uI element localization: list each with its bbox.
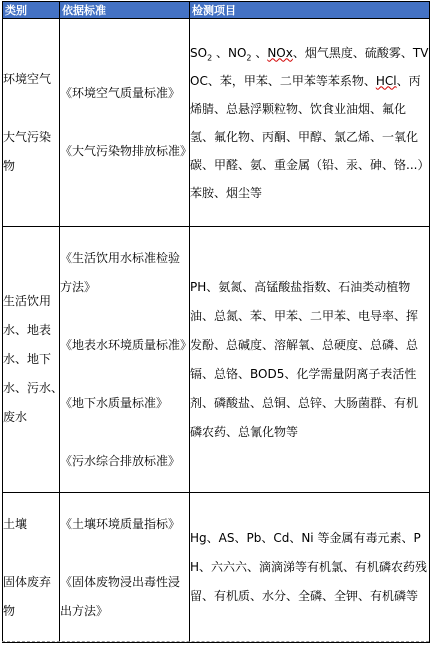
standard-line: 《土壤环境质量指标》	[60, 516, 181, 531]
items-text: 、丙烯腈、总悬浮颗粒物、饮食业油烟、氟化氢、氟化物、丙酮、甲醇、氯乙烯、一氧化碳、甲醛、氨、重金属（铅、汞、砷、铬...）苯胺、烟尘等	[190, 73, 424, 200]
standard-line: 《环境空气质量标准》	[60, 86, 181, 100]
category-line: 水、污水、	[3, 381, 64, 395]
nox-text: NOx	[267, 45, 293, 60]
category-line: 物	[3, 158, 16, 173]
category-line: 生活饮用	[3, 294, 52, 308]
table-row	[3, 493, 430, 643]
items-cell	[190, 227, 430, 493]
standard-line: 《地表水环境质量标准》	[60, 337, 193, 352]
items-text: Hg、AS、Pb、Cd、Ni 等金属有毒元素、PH、六六六、滴滴涕等有机氯、有机磷农药残留、有机质、水分、全磷、全钾、有机磷等	[190, 531, 428, 603]
monitoring-standards-table	[2, 1, 430, 643]
items-cell	[190, 19, 430, 227]
category-cell	[3, 227, 64, 493]
items-text: 、	[251, 45, 268, 60]
category-line: 水、地下	[3, 352, 52, 366]
header-category: 类别	[3, 2, 60, 19]
items-text: PH、氨氮、高锰酸盐指数、石油类动植物油、总氮、苯、甲苯、二甲苯、电导率、挥发酚、总碱度、溶解氧、总硬度、总磷、总镉、总铬、BOD5、化学需量阴离子表活性剂、磷酸盐、总铜、总锌、大肠菌群、有机磷农药、总氰化物等	[190, 279, 419, 439]
items-cell	[190, 493, 430, 643]
page-bottom-edge	[2, 641, 429, 647]
standard-line: 《大气污染物排放标准》	[60, 144, 193, 158]
standard-cell	[60, 227, 193, 493]
so2-subscript: 2	[207, 52, 213, 62]
standard-line: 《污水综合排放标准》	[60, 453, 181, 468]
category-line: 废水	[3, 410, 28, 424]
category-line: 大气污染	[3, 129, 52, 144]
category-cell	[3, 19, 60, 227]
category-line: 固体废弃	[3, 574, 52, 589]
category-cell	[3, 493, 60, 643]
category-line: 物	[3, 603, 16, 618]
header-items: 检测项目	[190, 2, 430, 19]
standard-line: 《地下水质量标准》	[60, 395, 169, 410]
standard-cell	[60, 19, 193, 227]
category-line: 水、地表	[3, 323, 52, 337]
standard-cell	[60, 493, 190, 643]
standard-line: 方法》	[60, 279, 97, 294]
header-standard: 依据标准	[60, 2, 190, 19]
items-text: 、NO	[212, 45, 247, 60]
table-row	[3, 19, 430, 227]
standard-line: 《生活饮用水标准检验	[60, 250, 181, 265]
table-row	[3, 227, 430, 493]
category-line: 环境空气	[3, 71, 52, 86]
category-line: 土壤	[3, 516, 28, 531]
standard-line: 《固体废物浸出毒性浸	[60, 574, 181, 589]
table-header-row	[3, 2, 430, 19]
items-text: 、烟气黑度、硫酸雾、TVOC、苯，甲苯、二甲苯等苯系物、	[190, 45, 429, 88]
hcl-text: HCl	[375, 73, 397, 88]
no2-subscript: 2	[246, 52, 252, 62]
so2-text: SO	[190, 45, 208, 60]
standard-line: 出方法》	[60, 603, 109, 618]
